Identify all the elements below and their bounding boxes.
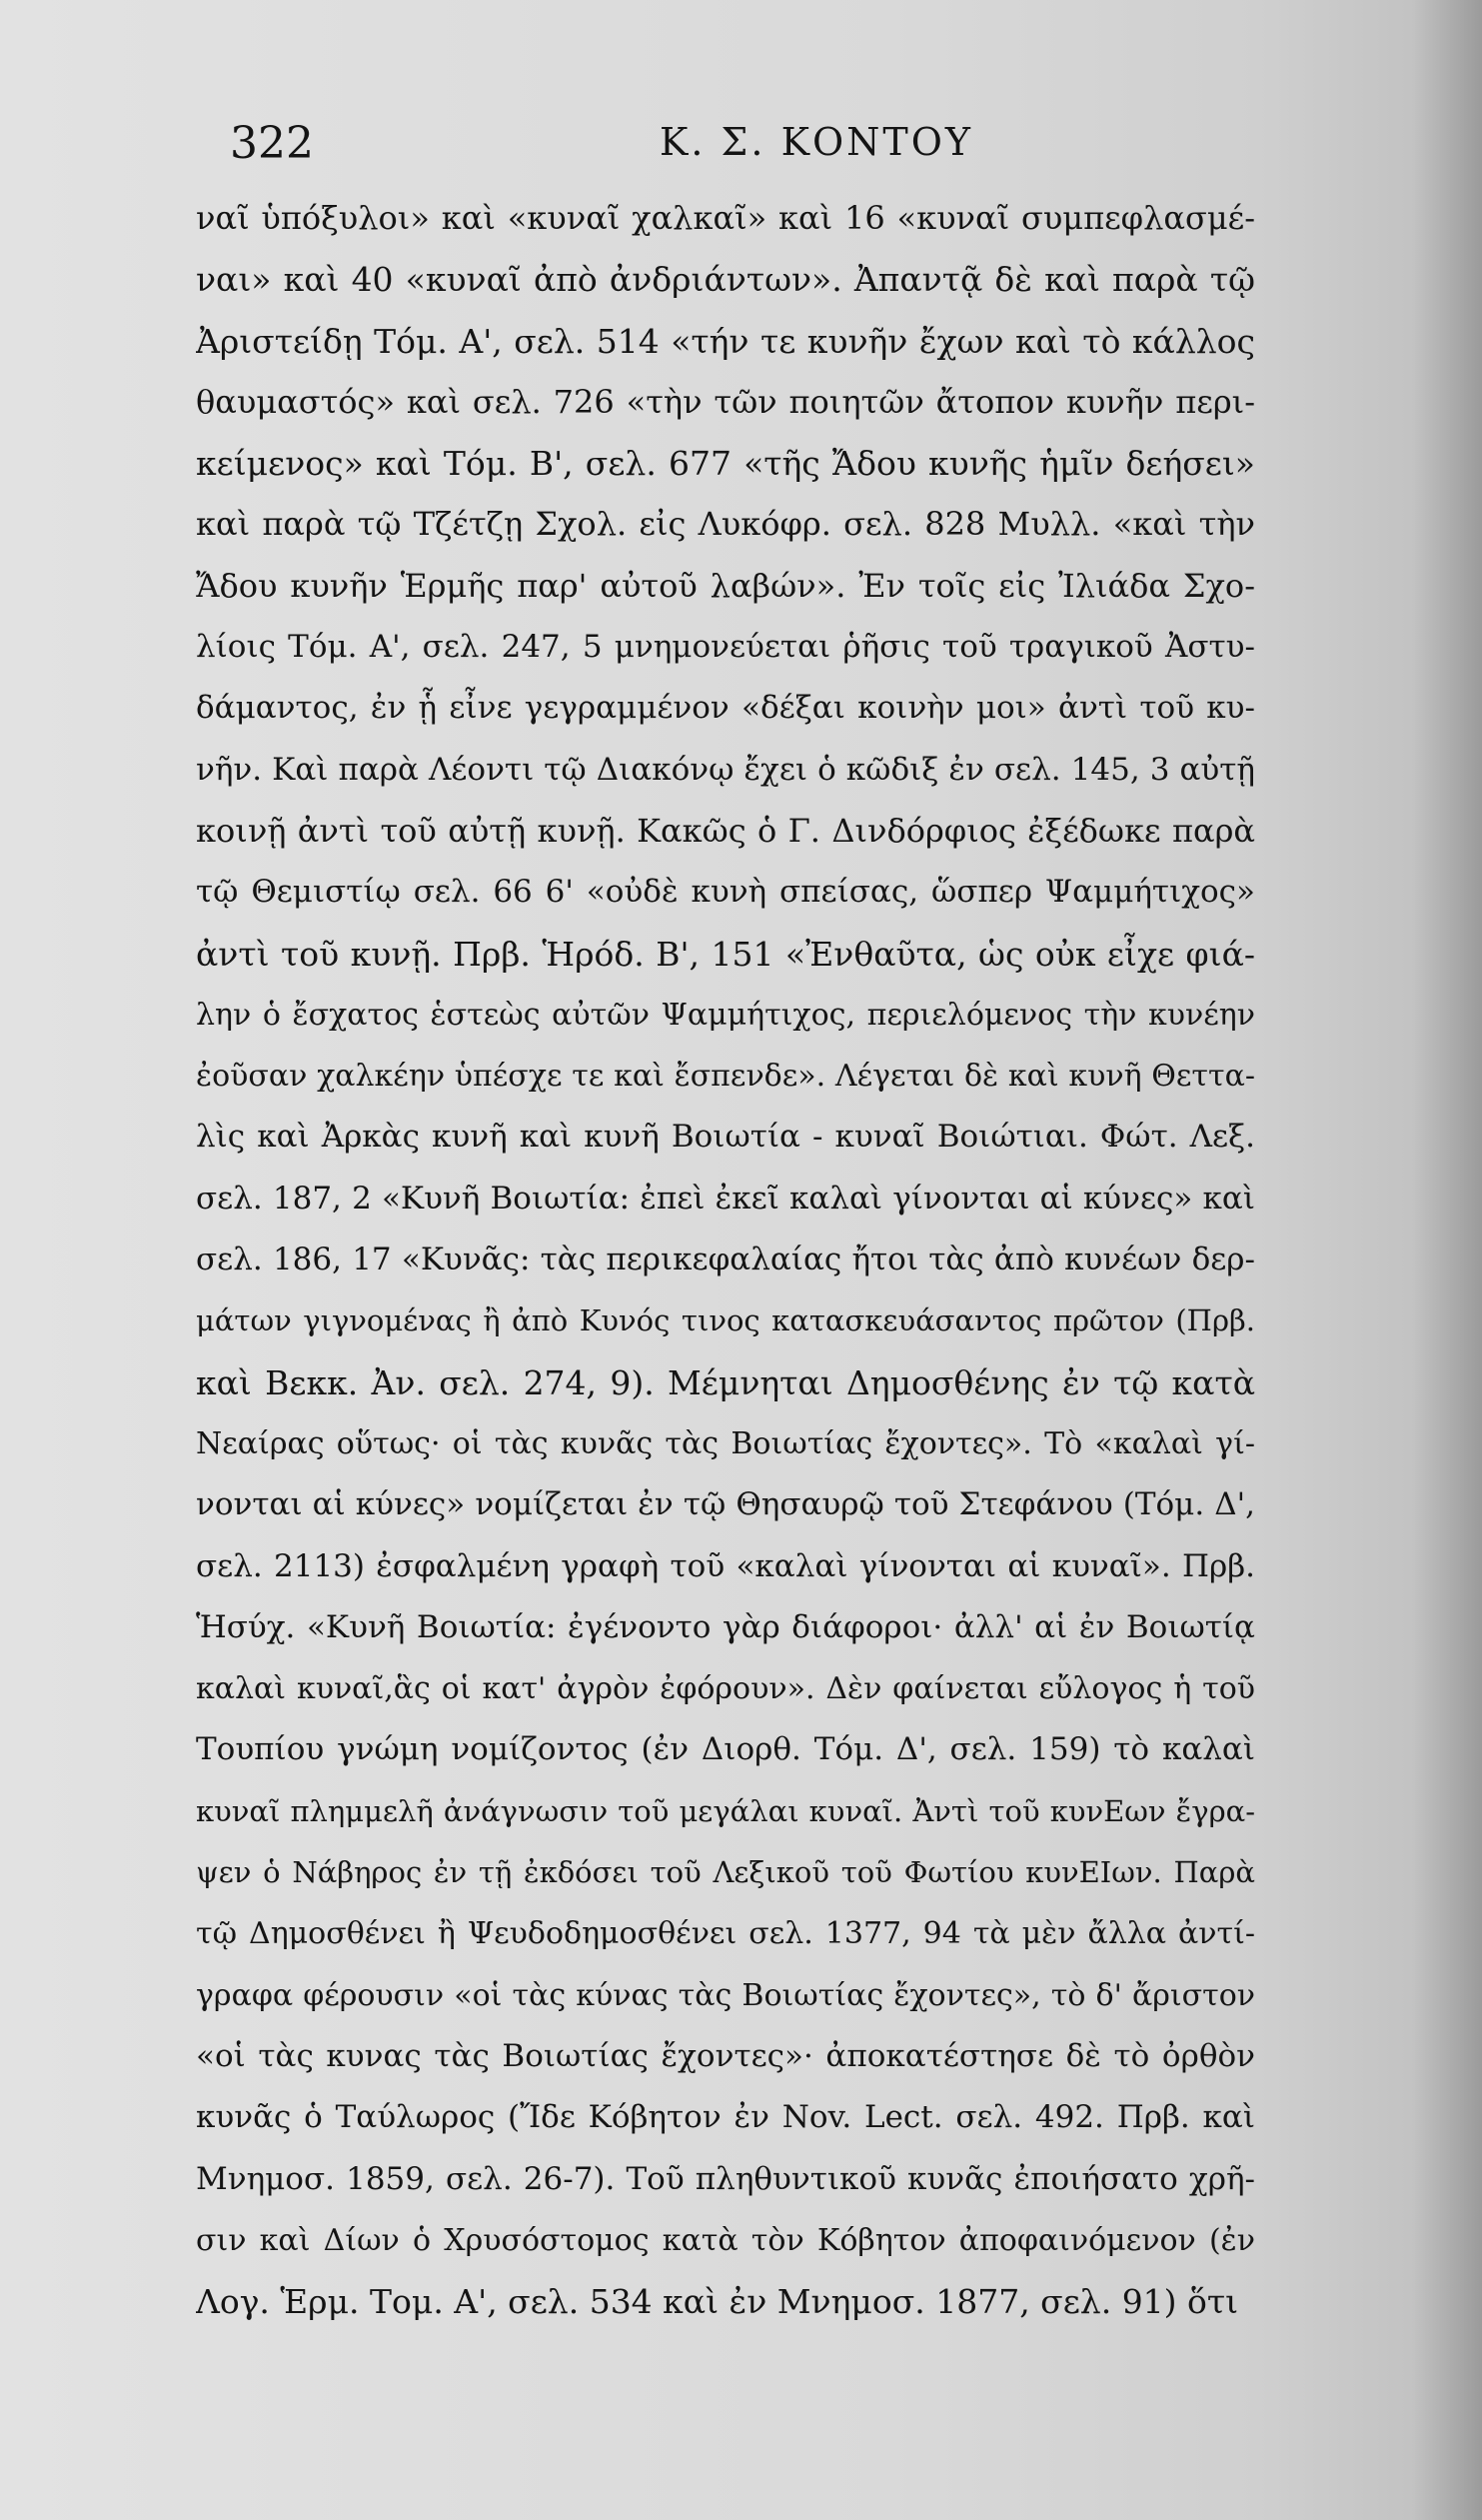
body-text: [196, 188, 1255, 2332]
text-line: κυναῖ πλημμελῆ ἀνάγνωσιν τοῦ μεγάλαι κυναῖ. Ἀντὶ τοῦ κυνΕων ἔγρα-: [196, 1793, 1255, 1828]
text-line: γραφα φέρουσιν «οἱ τὰς κύνας τὰς Βοιωτίας ἔχοντες», τὸ δ' ἄριστον: [196, 1977, 1255, 2013]
running-head: Κ. Σ. ΚΟΝΤΟΥ: [660, 120, 973, 164]
page-header: [230, 118, 1249, 178]
text-line: κείμενος» καὶ Τόμ. Β', σελ. 677 «τῆς Ἄδου κυνῆς ἡμῖν δεήσει»: [196, 444, 1255, 484]
text-line: Λογ. Ἑρμ. Τομ. Α', σελ. 534 καὶ ἐν Μνημοσ. 1877, σελ. 91) ὅτι: [196, 2282, 1239, 2322]
text-line: Τουπίου γνώμη νομίζοντος (ἐν Διορθ. Τόμ. Δ', σελ. 159) τὸ καλαὶ: [196, 1731, 1255, 1768]
page-number: 322: [230, 118, 314, 169]
text-line: ναῖ ὑπόξυλοι» καὶ «κυναῖ χαλκαῖ» καὶ 16 «κυναῖ συμπεφλασμέ-: [196, 199, 1255, 237]
text-line: κοινῇ ἀντὶ τοῦ αὐτῇ κυνῇ. Κακῶς ὁ Γ. Δινδόρφιος ἐξέδωκε παρὰ: [196, 811, 1255, 850]
text-line: καὶ παρὰ τῷ Τζέτζῃ Σχολ. εἰς Λυκόφρ. σελ. 828 Μυλλ. «καὶ τὴν: [196, 505, 1255, 544]
text-line: κυνᾶς ὁ Ταύλωρος (Ἴδε Κόβητον ἐν Nov. Lect. σελ. 492. Πρβ. καὶ: [196, 2099, 1255, 2136]
text-line: Ἡσύχ. «Κυνῆ Βοιωτία: ἐγένοντο γὰρ διάφοροι· ἀλλ' αἱ ἐν Βοιωτίᾳ: [196, 1608, 1255, 1645]
text-line: σελ. 186, 17 «Κυνᾶς: τὰς περικεφαλαίας ἤτοι τὰς ἀπὸ κυνέων δερ-: [196, 1242, 1255, 1278]
text-line: καὶ Βεκκ. Ἀν. σελ. 274, 9). Μέμνηται Δημοσθένης ἐν τῷ κατὰ: [196, 1362, 1255, 1402]
text-line: σελ. 2113) ἐσφαλμένη γραφὴ τοῦ «καλαὶ γίνονται αἱ κυναῖ». Πρβ.: [196, 1547, 1255, 1584]
text-line: ψεν ὁ Νάβηρος ἐν τῇ ἐκδόσει τοῦ Λεξικοῦ τοῦ Φωτίου κυνΕΙων. Παρὰ: [196, 1855, 1255, 1890]
text-line: Μνημοσ. 1859, σελ. 26-7). Τοῦ πληθυντικοῦ κυνᾶς ἐποιήσατο χρῆ-: [196, 2160, 1255, 2197]
text-line: λὶς καὶ Ἀρκὰς κυνῆ καὶ κυνῆ Βοιωτία - κυναῖ Βοιώτιαι. Φώτ. Λεξ.: [196, 1119, 1255, 1156]
text-line: «οἱ τὰς κυνας τὰς Βοιωτίας ἔχοντες»· ἀποκατέστησε δὲ τὸ ὀρθὸν: [196, 2037, 1255, 2074]
text-line: θαυμαστός» καὶ σελ. 726 «τὴν τῶν ποιητῶν ἄτοπον κυνῆν περι-: [196, 382, 1255, 421]
text-line: δάμαντος, ἐν ᾗ εἶνε γεγραμμένον «δέξαι κοινὴν μοι» ἀντὶ τοῦ κυ-: [196, 690, 1255, 727]
text-line: τῷ Δημοσθένει ἢ Ψευδοδημοσθένει σελ. 1377, 94 τὰ μὲν ἄλλα ἀντί-: [196, 1916, 1255, 1952]
text-line: λίοις Τόμ. Α', σελ. 247, 5 μνημονεύεται ῥῆσις τοῦ τραγικοῦ Ἀστυ-: [196, 629, 1255, 666]
text-line: ἀντὶ τοῦ κυνῇ. Πρβ. Ἡρόδ. Β', 151 «Ἐνθαῦτα, ὡς οὐκ εἶχε φιά-: [196, 934, 1255, 974]
text-line: ἐοῦσαν χαλκέην ὑπέσχε τε καὶ ἔσπενδε». Λέγεται δὲ καὶ κυνῆ Θεττα-: [196, 1059, 1255, 1095]
page-edge-shadow: [1412, 0, 1482, 2520]
text-line: ναι» καὶ 40 «κυναῖ ἀπὸ ἀνδριάντων». Ἀπαντᾷ δὲ καὶ παρὰ τῷ: [196, 260, 1255, 300]
text-line: μάτων γιγνομένας ἢ ἀπὸ Κυνός τινος κατασκευάσαντος πρῶτον (Πρβ.: [196, 1303, 1255, 1338]
text-line: σιν καὶ Δίων ὁ Χρυσόστομος κατὰ τὸν Κόβητον ἀποφαινόμενον (ἐν: [196, 2222, 1255, 2258]
text-line: Νεαίρας οὕτως· οἱ τὰς κυνᾶς τὰς Βοιωτίας ἔχοντες». Τὸ «καλαὶ γί-: [196, 1425, 1255, 1461]
text-line: νονται αἱ κύνες» νομίζεται ἐν τῷ Θησαυρῷ τοῦ Στεφάνου (Τόμ. Δ',: [196, 1486, 1255, 1523]
text-line: καλαὶ κυναῖ,ἃς οἱ κατ' ἀγρὸν ἐφόρουν». Δὲν φαίνεται εὔλογος ἡ τοῦ: [196, 1671, 1255, 1707]
text-line: λην ὁ ἔσχατος ἑστεὼς αὐτῶν Ψαμμήτιχος, περιελόμενος τὴν κυνέην: [196, 997, 1255, 1033]
text-line: Ἄδου κυνῆν Ἑρμῆς παρ' αὐτοῦ λαβών». Ἐν τοῖς εἰς Ἰλιάδα Σχο-: [196, 566, 1255, 605]
text-line: Ἀριστείδῃ Τόμ. Α', σελ. 514 «τήν τε κυνῆν ἔχων καὶ τὸ κάλλος: [196, 321, 1255, 361]
text-line: σελ. 187, 2 «Κυνῆ Βοιωτία: ἐπεὶ ἐκεῖ καλαὶ γίνονται αἱ κύνες» καὶ: [196, 1180, 1255, 1217]
text-line: τῷ Θεμιστίῳ σελ. 66 6' «οὐδὲ κυνὴ σπείσας, ὥσπερ Ψαμμήτιχος»: [196, 874, 1255, 911]
text-line: νῆν. Καὶ παρὰ Λέοντι τῷ Διακόνῳ ἔχει ὁ κῶδιξ ἐν σελ. 145, 3 αὐτῇ: [196, 751, 1255, 788]
